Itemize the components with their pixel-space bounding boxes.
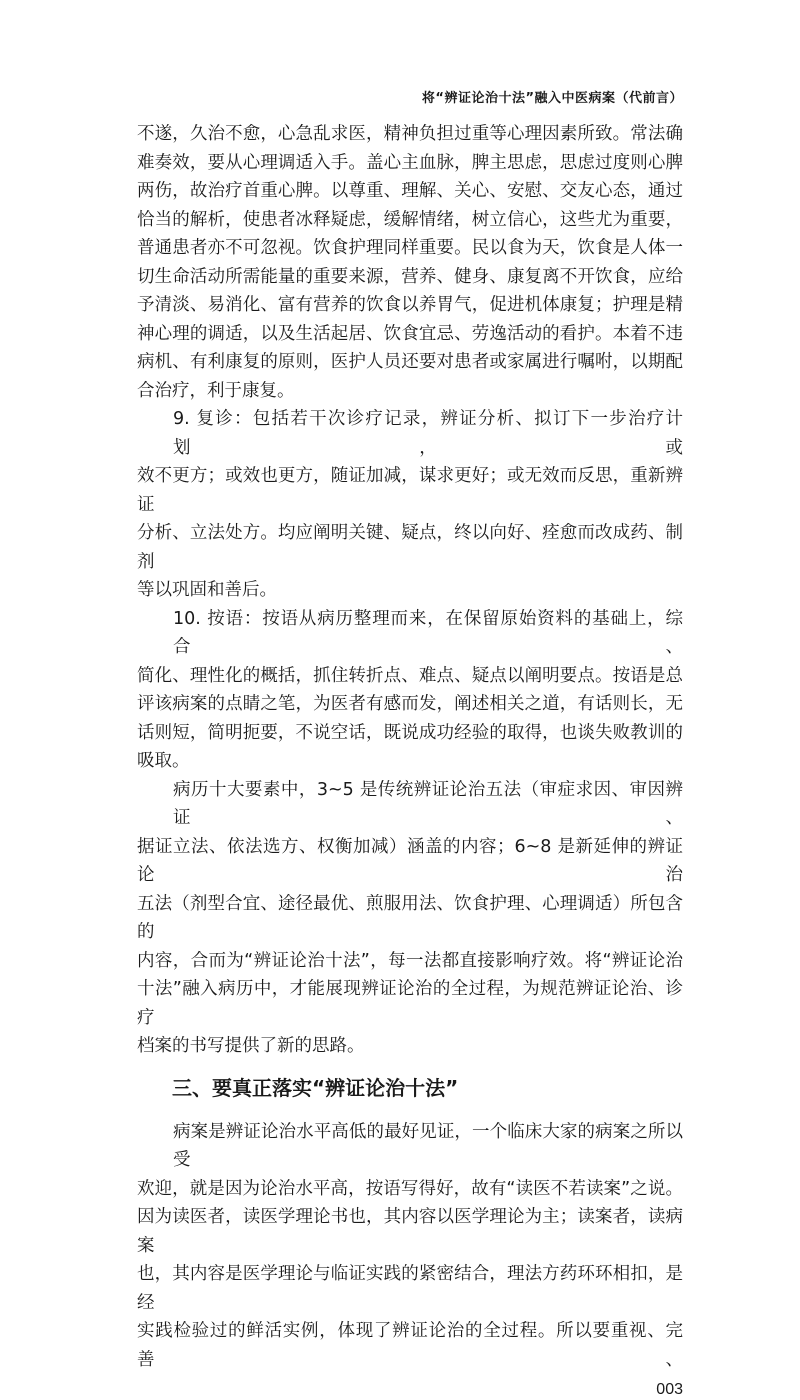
text-line: 欢迎，就是因为论治水平高，按语写得好，故有“读医不若读案”之说。: [137, 1178, 683, 1199]
text-line: 因为读医者，读医学理论书也，其内容以医学理论为主；读案者，读病案: [137, 1207, 683, 1256]
text-line: 十法”融入病历中，才能展现辨证论治的全过程，为规范辨证论治、诊疗: [137, 979, 683, 1028]
text-line: 恰当的解析，使患者冰释疑虑，缓解情绪，树立信心，这些尤为重要，: [137, 209, 683, 230]
text-line: 不遂，久治不愈，心急乱求医，精神负担过重等心理因素所致。常法确: [137, 124, 683, 144]
text-line: 效不更方；或效也更方，随证加减，谋求更好；或无效而反思，重新辨证: [137, 466, 683, 515]
paragraph-followup-visit: [137, 405, 683, 605]
text-line: 五法（剂型合宜、途径最优、煎服用法、饮食护理、心理调适）所包含的: [137, 893, 683, 942]
text-line: 10. 按语：按语从病历整理而来，在保留原始资料的基础上，综合、: [173, 608, 683, 657]
text-line: 据证立法、依法选方、权衡加减）涵盖的内容；6~8 是新延伸的辨证论治: [137, 836, 683, 885]
text-line: 神心理的调适，以及生活起居、饮食宜忌、劳逸活动的看护。本着不违: [137, 323, 683, 344]
text-line: 等以巩固和善后。: [137, 580, 277, 600]
paragraph-continuation: [137, 120, 683, 405]
text-line: 内容，合而为“辨证论治十法”，每一法都直接影响疗效。将“辨证论治: [137, 950, 683, 971]
paragraph-ten-elements: [137, 776, 683, 1061]
section-heading: 三、要真正落实“辨证论治十法”: [172, 1075, 459, 1100]
text-line: 评该病案的点睛之笔，为医者有感而发，阐述相关之道，有话则长，无: [137, 694, 683, 714]
page-body: [137, 120, 683, 1400]
paragraph-commentary: [137, 605, 683, 776]
text-line: 吸取。: [137, 751, 190, 771]
text-line: 档案的书写提供了新的思路。: [137, 1036, 365, 1056]
text-line: 话则短，简明扼要，不说空话，既说成功经验的取得，也谈失败教训的: [137, 722, 683, 743]
text-line: 切生命活动所需能量的重要来源，营养、健身、康复离不开饮食，应给: [137, 266, 683, 287]
text-line: 也，其内容是医学理论与临证实践的紧密结合，理法方药环环相扣，是经: [137, 1264, 683, 1313]
text-line: 病历十大要素中，3~5 是传统辨证论治五法（审症求因、审因辨证、: [173, 779, 683, 828]
text-line: 9. 复诊：包括若干次诊疗记录，辨证分析、拟订下一步治疗计划，或: [173, 409, 683, 458]
text-line: 病机、有利康复的原则，医护人员还要对患者或家属进行嘱咐，以期配: [137, 352, 683, 372]
text-line: 难奏效，要从心理调适入手。盖心主血脉，脾主思虑，思虑过度则心脾: [137, 152, 683, 173]
text-line: 简化、理性化的概括，抓住转折点、难点、疑点以阐明要点。按语是总: [137, 665, 683, 686]
text-line: 合治疗，利于康复。: [137, 380, 295, 401]
text-line: 普通患者亦不可忽视。饮食护理同样重要。民以食为天，饮食是人体一: [137, 238, 683, 258]
paragraph-section-body: [137, 1118, 683, 1375]
text-line: 两伤，故治疗首重心脾。以尊重、理解、关心、安慰、交友心态，通过: [137, 181, 683, 201]
text-line: 予清淡、易消化、富有营养的饮食以养胃气，促进机体康复；护理是精: [137, 295, 683, 315]
running-header: 将“辨证论治十法”融入中医病案（代前言）: [421, 91, 683, 106]
page-number: 003: [656, 1381, 683, 1398]
text-line: 病案是辨证论治水平高低的最好见证，一个临床大家的病案之所以受: [173, 1121, 683, 1170]
text-line: 实践检验过的鲜活实例，体现了辨证论治的全过程。所以要重视、完善、: [137, 1321, 683, 1370]
text-line: 分析、立法处方。均应阐明关键、疑点，终以向好、痊愈而改成药、制剂: [137, 523, 683, 572]
